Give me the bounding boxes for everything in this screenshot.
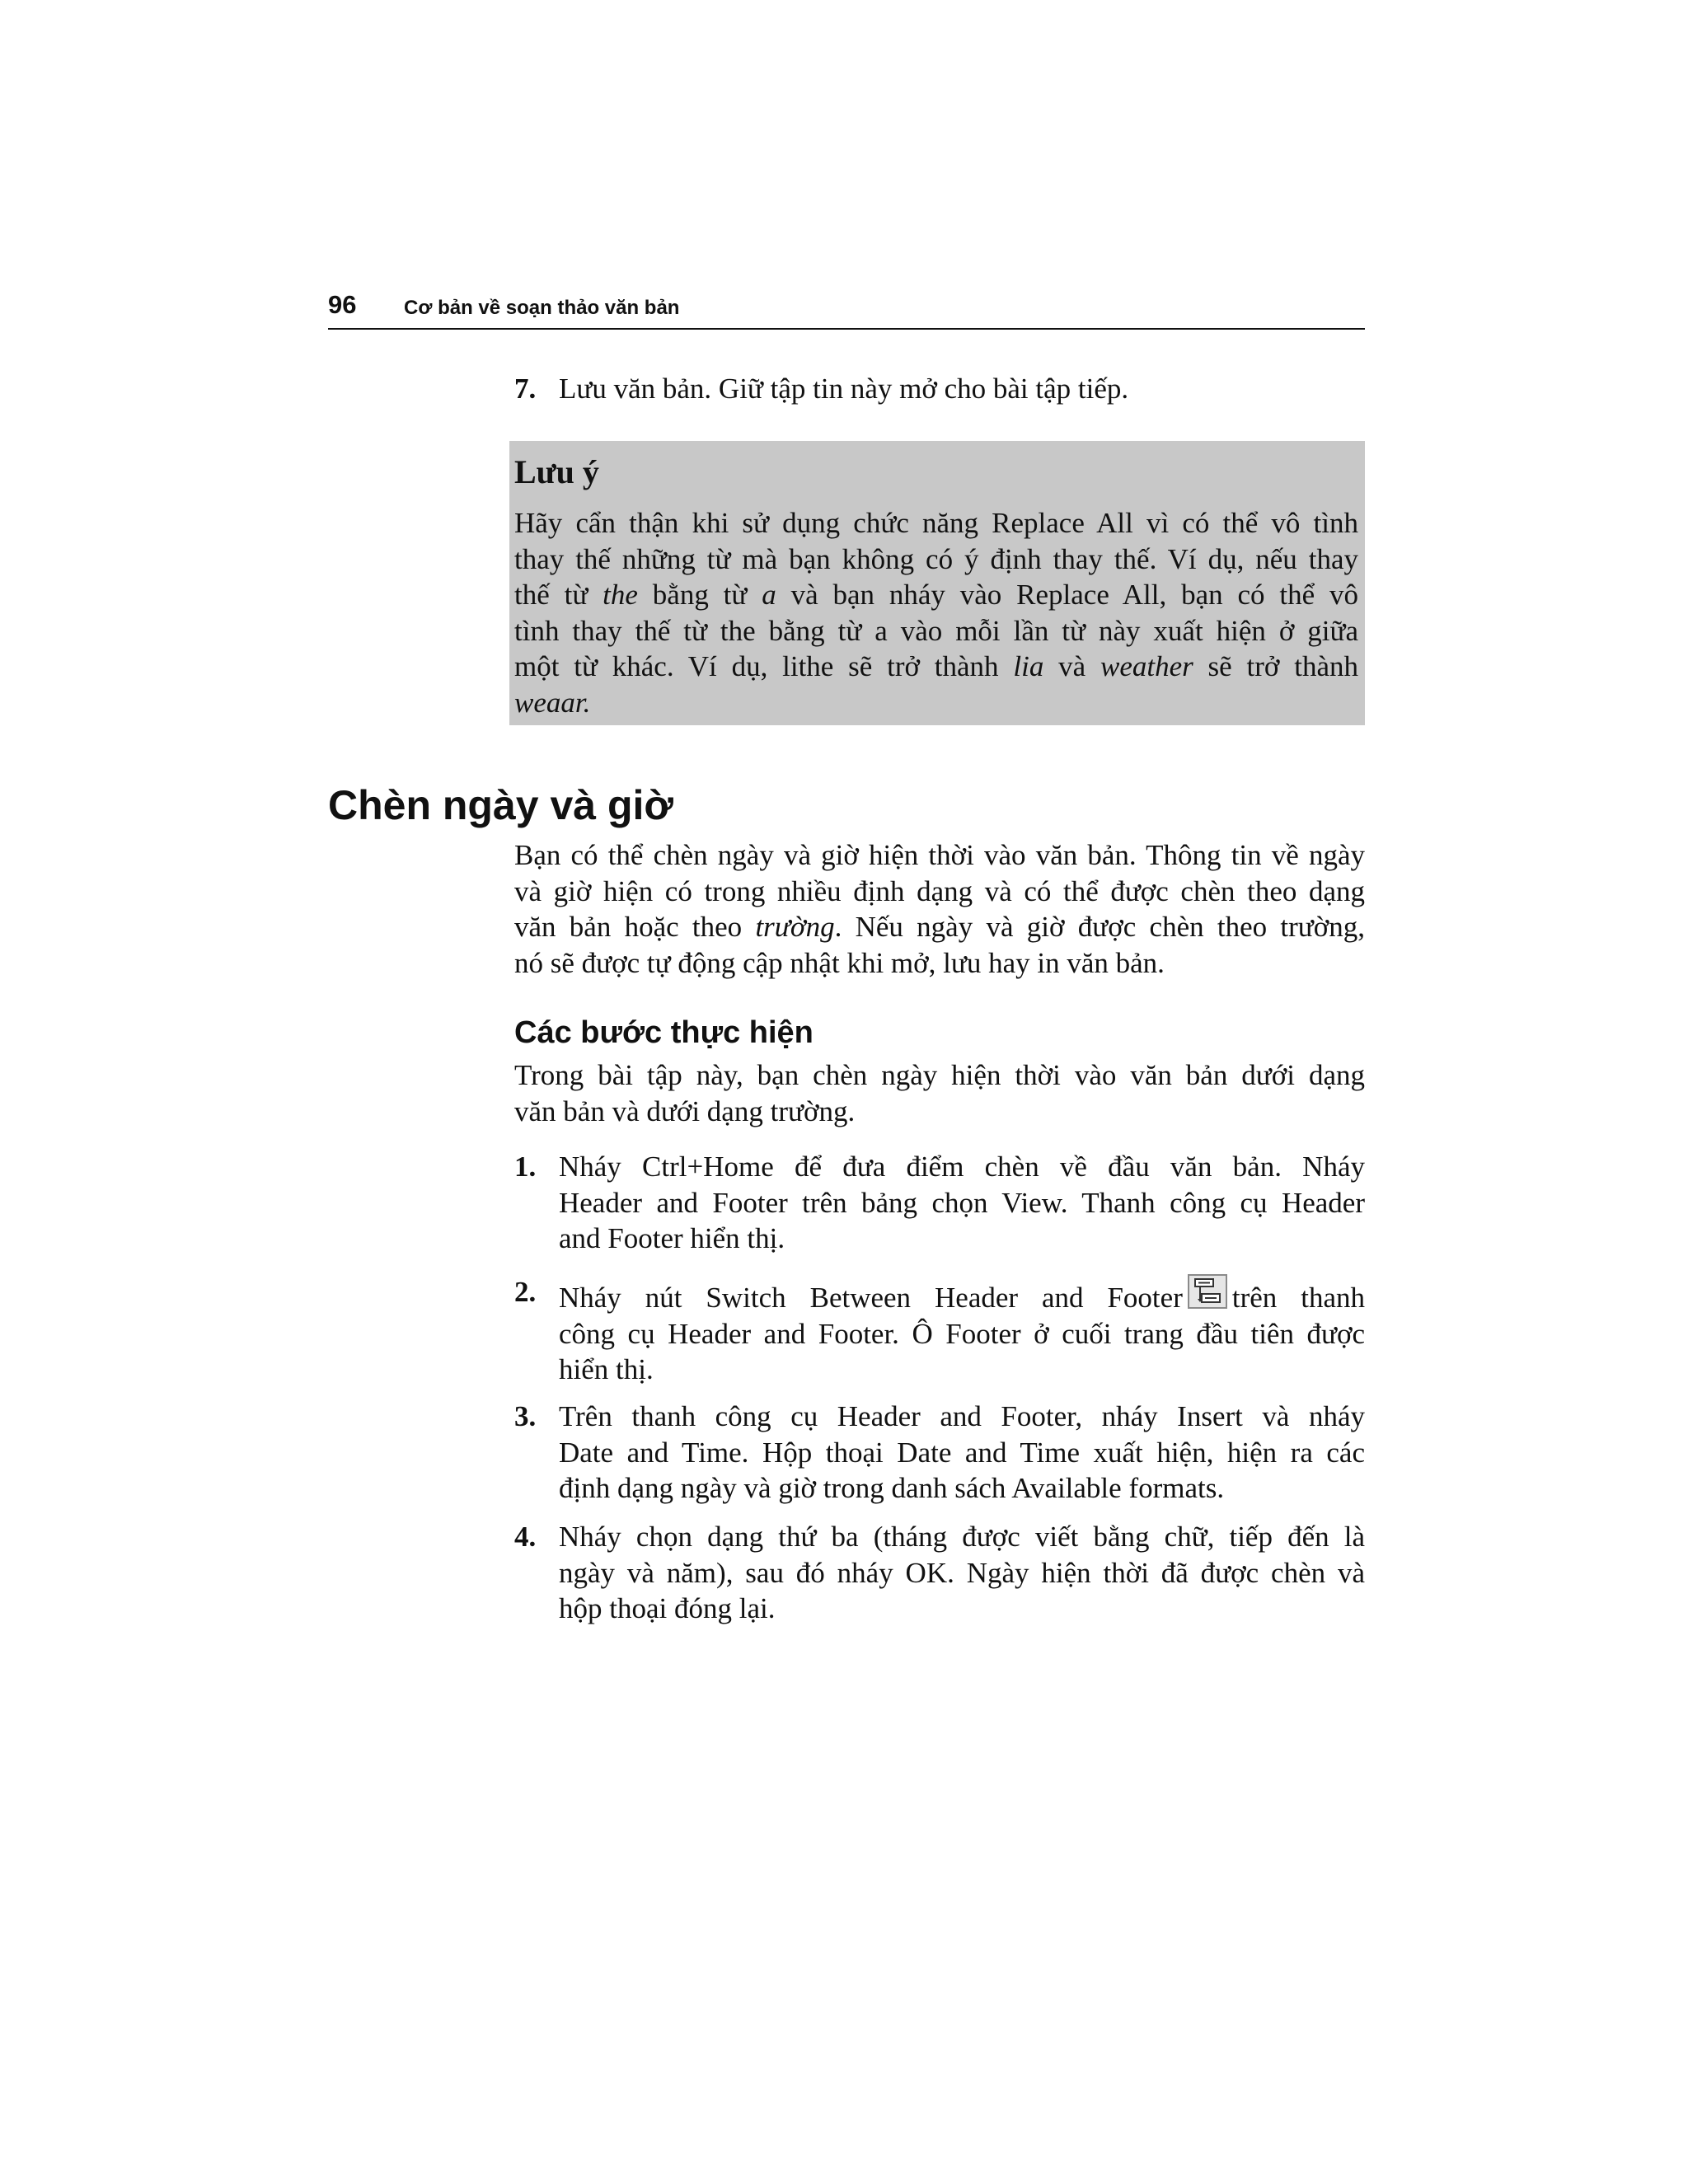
text: Nháy nút Switch Between Header and Footer [559, 1282, 1183, 1314]
text: và [1043, 650, 1100, 682]
emphasis: weather [1100, 650, 1193, 682]
text: . Nếu ngày và giờ được chèn theo trường, [834, 911, 1365, 943]
step-line: and Footer hiển thị. [559, 1222, 785, 1254]
note-line [514, 685, 1358, 721]
paragraph-line [514, 909, 1365, 945]
emphasis: lia [1013, 650, 1044, 682]
note-box [509, 441, 1365, 725]
emphasis: trường [755, 911, 835, 943]
note-line: thay thế những từ mà bạn không có ý định thay thế. Ví dụ, nếu thay [514, 542, 1358, 575]
section-title: Chèn ngày và giờ [328, 782, 673, 828]
emphasis: weaar. [514, 686, 591, 719]
step-line: hiển thị. [559, 1353, 654, 1385]
section-paragraph [514, 837, 1365, 981]
text: và bạn nháy vào Replace All, bạn có thể vô [776, 579, 1359, 611]
step-body [559, 1274, 1365, 1388]
step-text: Lưu văn bản. Giữ tập tin này mở cho bài tập tiếp. [559, 373, 1129, 405]
switch-header-footer-icon [1188, 1274, 1227, 1309]
text: một từ khác. Ví dụ, lithe sẽ trở thành [514, 650, 1014, 682]
step-body [559, 1519, 1365, 1627]
step-number: 3. [514, 1400, 537, 1432]
subsection-title: Các bước thực hiện [514, 1015, 814, 1050]
step-7 [514, 371, 1365, 407]
step-line: Trên thanh công cụ Header and Footer, nháy Insert và nháy [559, 1400, 1365, 1432]
note-line [514, 577, 1358, 613]
paragraph-line: Trong bài tập này, bạn chèn ngày hiện thời vào văn bản dưới dạng [514, 1059, 1365, 1091]
step-body [559, 1149, 1365, 1257]
emphasis: the [603, 579, 638, 611]
step-line [559, 1274, 1365, 1316]
text: thế từ [514, 579, 603, 611]
step-number: 7. [514, 373, 537, 405]
step-line: Header and Footer trên bảng chọn View. Thanh công cụ Header [559, 1186, 1365, 1219]
step-line: Nháy Ctrl+Home để đưa điểm chèn về đầu văn bản. Nháy [559, 1151, 1365, 1183]
step-number: 4. [514, 1521, 537, 1553]
subsection-intro [514, 1057, 1365, 1129]
text: bằng từ [637, 579, 762, 611]
note-line [514, 649, 1358, 685]
step-line: định dạng ngày và giờ trong danh sách Available formats. [559, 1472, 1225, 1504]
step-line: ngày và năm), sau đó nháy OK. Ngày hiện thời đã được chèn và [559, 1556, 1365, 1589]
note-line: Hãy cẩn thận khi sử dụng chức năng Replace All vì có thể vô tình [514, 507, 1358, 539]
text: văn bản hoặc theo [514, 911, 756, 943]
step-number: 1. [514, 1151, 537, 1183]
text: trên thanh [1231, 1282, 1365, 1314]
paragraph-line: văn bản và dưới dạng trường. [514, 1094, 856, 1127]
note-body [514, 505, 1358, 720]
text: sẽ trở thành [1193, 650, 1358, 682]
note-title: Lưu ý [514, 453, 599, 490]
page-number: 96 [328, 290, 357, 319]
emphasis: a [762, 579, 776, 611]
step-line: Nháy chọn dạng thứ ba (tháng được viết bằng chữ, tiếp đến là [559, 1521, 1365, 1553]
paragraph-line: nó sẽ được tự động cập nhật khi mở, lưu hay in văn bản. [514, 946, 1165, 979]
step-body [559, 1399, 1365, 1507]
step-line: Date and Time. Hộp thoại Date and Time xuất hiện, hiện ra các [559, 1436, 1365, 1469]
step-line: công cụ Header and Footer. Ô Footer ở cuối trang đầu tiên được [559, 1317, 1365, 1350]
paragraph-line: và giờ hiện có trong nhiều định dạng và có thể được chèn theo dạng [514, 874, 1365, 907]
note-line: tình thay thế từ the bằng từ a vào mỗi lần từ này xuất hiện ở giữa [514, 614, 1358, 647]
page-header [328, 290, 1365, 330]
step-line: hộp thoại đóng lại. [559, 1592, 776, 1624]
running-title: Cơ bản về soạn thảo văn bản [404, 297, 680, 319]
step-number: 2. [514, 1276, 537, 1308]
paragraph-line: Bạn có thể chèn ngày và giờ hiện thời vào văn bản. Thông tin về ngày [514, 839, 1365, 871]
